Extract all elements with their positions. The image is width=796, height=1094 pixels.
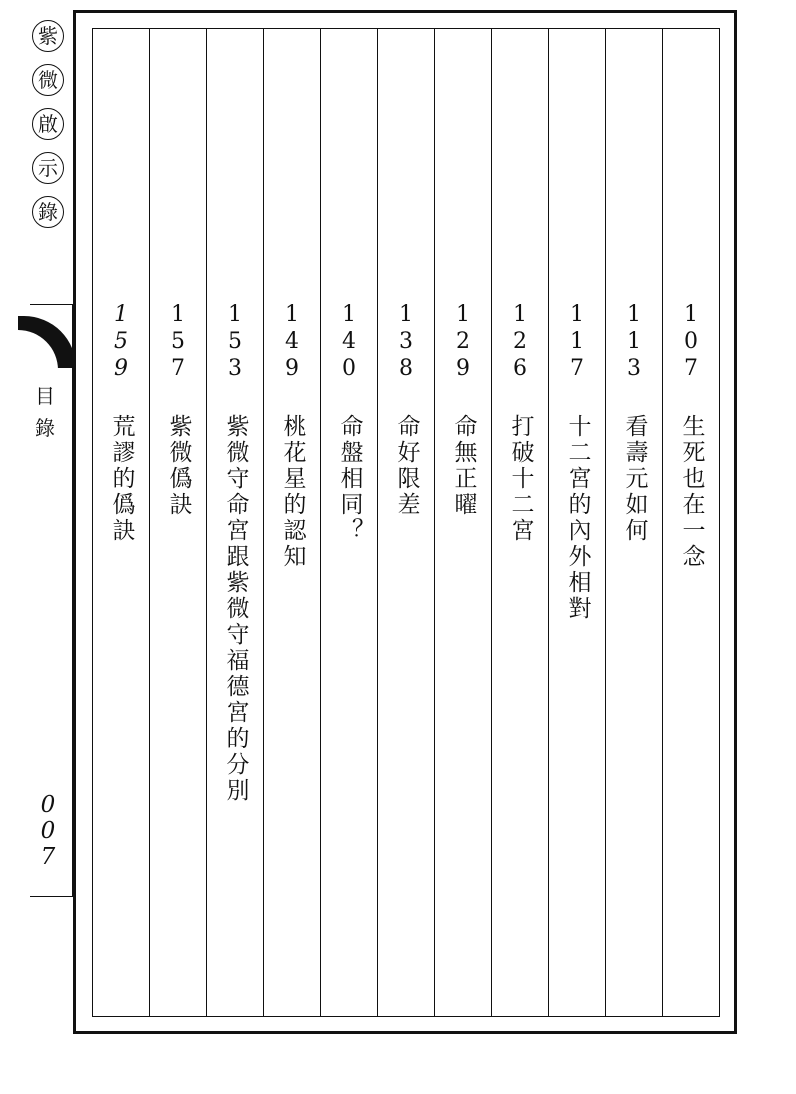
toc-entry-title: 十二宮的內外相對 xyxy=(564,414,591,622)
margin-divider-bottom xyxy=(30,896,76,897)
toc-entry-page xyxy=(228,301,242,382)
page-digit: 1 xyxy=(171,302,185,327)
page-number-digit: 0 xyxy=(40,818,56,844)
toc-entry[interactable] xyxy=(93,29,149,1016)
page-digit: 9 xyxy=(285,356,299,381)
toc-entry[interactable] xyxy=(320,29,377,1016)
toc-entry-page xyxy=(399,301,413,382)
page-digit: 6 xyxy=(513,356,527,381)
page-digit: 1 xyxy=(627,302,641,327)
margin-divider-top xyxy=(30,304,76,305)
toc-entry-title: 桃花星的認知 xyxy=(279,414,306,570)
toc-entry-title: 紫微僞訣 xyxy=(165,414,192,518)
book-title-char: 錄 xyxy=(32,196,64,228)
toc-entry[interactable] xyxy=(206,29,263,1016)
toc-entry-title: 生死也在一念 xyxy=(678,414,705,570)
toc-entry[interactable] xyxy=(149,29,206,1016)
toc-entry-page xyxy=(285,301,299,382)
page-digit: 0 xyxy=(684,329,698,354)
toc-entry[interactable] xyxy=(548,29,605,1016)
toc-entry-title: 命無正曜 xyxy=(450,414,477,518)
toc-entry-page xyxy=(684,301,698,382)
page-digit: 4 xyxy=(342,329,356,354)
page-digit: 1 xyxy=(627,329,641,354)
toc-entry-title: 命盤相同？ xyxy=(336,414,363,544)
page-digit: 1 xyxy=(684,302,698,327)
book-title-char: 示 xyxy=(32,152,64,184)
page-digit: 9 xyxy=(456,356,470,381)
toc-entry[interactable] xyxy=(662,29,719,1016)
toc-entry[interactable] xyxy=(263,29,320,1016)
page-digit: 1 xyxy=(285,302,299,327)
book-title-char: 微 xyxy=(32,64,64,96)
toc-entry-title: 看壽元如何 xyxy=(621,414,648,544)
section-heading-char: 錄 xyxy=(35,416,55,440)
toc-entry-title: 命好限差 xyxy=(393,414,420,518)
page-digit: 3 xyxy=(228,356,242,381)
book-title-char: 啟 xyxy=(32,108,64,140)
page-digit: 3 xyxy=(627,356,641,381)
page-number-digit: 7 xyxy=(40,844,56,870)
page-digit: 1 xyxy=(570,329,584,354)
toc-entry-page xyxy=(570,301,584,382)
page-digit: 3 xyxy=(399,329,413,354)
page-digit: 1 xyxy=(114,302,128,327)
page-digit: 8 xyxy=(399,356,413,381)
book-title xyxy=(30,20,66,228)
section-heading xyxy=(30,386,60,438)
toc-entry-page xyxy=(456,301,470,382)
page-digit: 2 xyxy=(456,329,470,354)
page-digit: 1 xyxy=(228,302,242,327)
toc-table xyxy=(92,28,720,1017)
toc-entry-title: 打破十二宮 xyxy=(507,414,534,544)
toc-entry-page xyxy=(114,301,128,382)
page-digit: 0 xyxy=(342,356,356,381)
page-digit: 1 xyxy=(456,302,470,327)
toc-entry-page xyxy=(171,301,185,382)
book-title-char: 紫 xyxy=(32,20,64,52)
page-number xyxy=(33,792,63,870)
toc-entry-page xyxy=(342,301,356,382)
page-digit: 5 xyxy=(228,329,242,354)
toc-entry-title: 荒謬的僞訣 xyxy=(108,414,135,544)
toc-entry[interactable] xyxy=(377,29,434,1016)
page-digit: 4 xyxy=(285,329,299,354)
page-digit: 9 xyxy=(114,356,128,381)
toc-entry[interactable] xyxy=(434,29,491,1016)
page-number-digit: 0 xyxy=(40,792,56,818)
page-digit: 1 xyxy=(570,302,584,327)
page-digit: 1 xyxy=(399,302,413,327)
page-digit: 5 xyxy=(114,329,128,354)
toc-entry[interactable] xyxy=(491,29,548,1016)
page-digit: 7 xyxy=(570,356,584,381)
page-digit: 5 xyxy=(171,329,185,354)
page-digit: 1 xyxy=(513,302,527,327)
page-digit: 2 xyxy=(513,329,527,354)
toc-entry-page xyxy=(513,301,527,382)
toc-entry[interactable] xyxy=(605,29,662,1016)
toc-entry-title: 紫微守命宮跟紫微守福德宮的分別 xyxy=(222,414,249,804)
page-digit: 7 xyxy=(171,356,185,381)
page-digit: 1 xyxy=(342,302,356,327)
page-digit: 7 xyxy=(684,356,698,381)
section-heading-char: 目 xyxy=(35,384,55,408)
toc-entry-page xyxy=(627,301,641,382)
